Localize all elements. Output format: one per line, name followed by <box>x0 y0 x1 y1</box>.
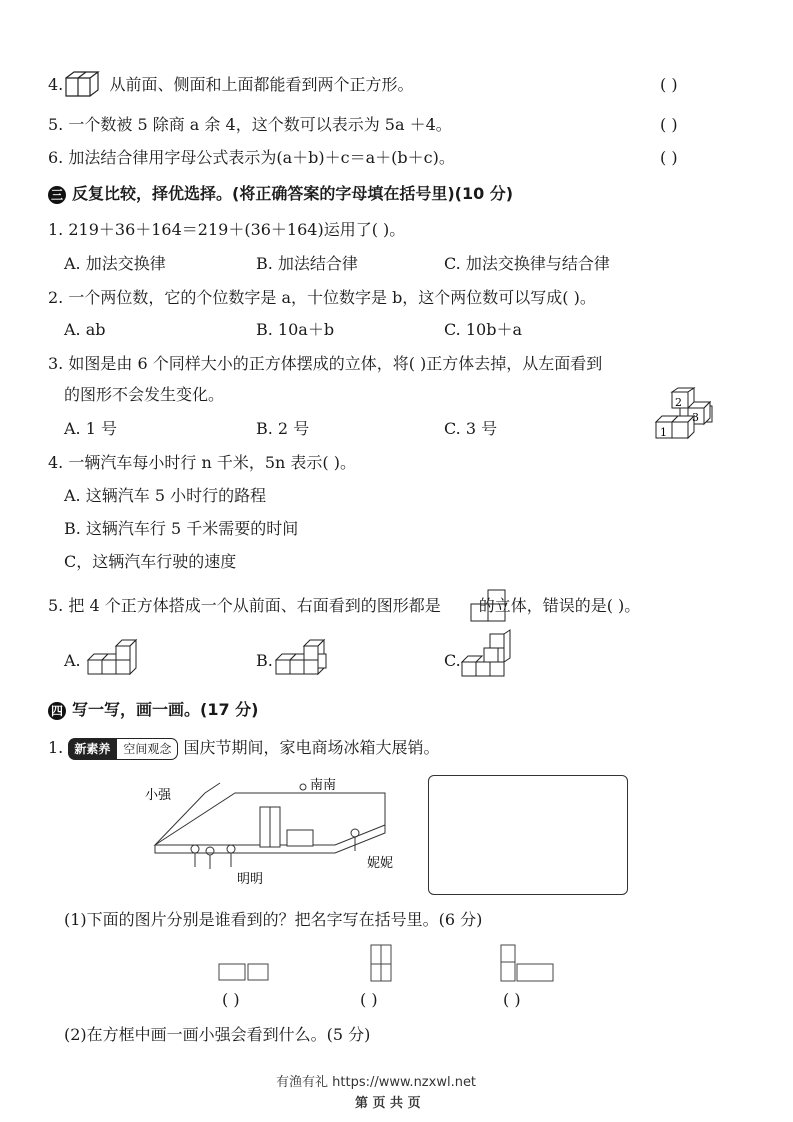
s3-q5-stem <box>48 596 640 616</box>
option-b-cubes <box>274 636 330 680</box>
answer-blank-3[interactable]: ( ) <box>503 990 521 1009</box>
s3-q3-option-b[interactable]: B. 2 号 <box>256 419 310 438</box>
section3-number: 三 <box>48 186 66 204</box>
name-nini: 妮妮 <box>367 856 394 871</box>
answer-blank-1[interactable]: ( ) <box>222 990 240 1009</box>
six-cubes-figure <box>650 386 720 440</box>
judge-q5-text: 一个数被 5 除商 a 余 4，这个数可以表示为 5a ＋4。 <box>68 115 452 134</box>
s3-q4-option-b[interactable]: B. 这辆汽车行 5 千米需要的时间 <box>64 519 299 538</box>
s3-q4-option-a[interactable]: A. 这辆汽车 5 小时行的路程 <box>64 486 267 505</box>
cube-label-2: 2 <box>675 396 682 409</box>
s3-q1-option-c[interactable]: C. 加法交换律与结合律 <box>444 254 610 273</box>
store-scene-illustration <box>145 775 405 895</box>
two-squares-figure <box>470 590 506 622</box>
drawing-box[interactable] <box>428 775 628 895</box>
judge-q5-paren[interactable]: ( ) <box>660 115 678 134</box>
s3-q2-option-a[interactable]: A. ab <box>64 320 106 339</box>
name-nannan: 南南 <box>310 778 337 793</box>
s3-q3-option-a[interactable]: A. 1 号 <box>64 419 117 438</box>
judge-q6-num: 6. <box>48 148 64 167</box>
section4-heading <box>48 700 258 720</box>
section4-number: 四 <box>48 702 66 720</box>
s3-q2-option-c[interactable]: C. 10b＋a <box>444 320 522 339</box>
s3-q3-option-c[interactable]: C. 3 号 <box>444 419 498 438</box>
s4-q1-header <box>48 738 440 760</box>
judge-q4 <box>48 75 413 95</box>
s3-q2-option-b[interactable]: B. 10a＋b <box>256 320 335 339</box>
judge-q6 <box>48 148 455 168</box>
judge-q4-num: 4. <box>48 75 64 94</box>
badge-new-literacy: 新素养 <box>68 738 116 760</box>
badge-spatial-concept: 空间观念 <box>116 738 178 760</box>
cube-label-1: 1 <box>660 426 667 439</box>
judge-q4-paren[interactable]: ( ) <box>660 75 678 94</box>
section3-title: 反复比较，择优选择。(将正确答案的字母填在括号里)(10 分) <box>72 184 514 203</box>
footer-watermark: 有渔有礼 https://www.nzxwl.net <box>276 1075 477 1090</box>
section3-heading <box>48 184 513 204</box>
judge-q6-paren[interactable]: ( ) <box>660 148 678 167</box>
s4-q1-num: 1. <box>48 738 64 757</box>
answer-blank-2[interactable]: ( ) <box>360 990 378 1009</box>
option-a-cubes <box>86 636 138 680</box>
cuboid-figure <box>64 70 100 98</box>
s4-q1-sub1: (1)下面的图片分别是谁看到的？把名字写在括号里。(6 分) <box>64 910 483 929</box>
cube-label-3: 3 <box>692 411 699 424</box>
s3-q2-stem: 2. 一个两位数，它的个位数字是 a，十位数字是 b，这个两位数可以写成( )。 <box>48 288 596 307</box>
judge-q5 <box>48 115 452 135</box>
s3-q5-option-a[interactable]: A. <box>64 651 81 670</box>
view-image-2 <box>370 944 394 984</box>
s3-q3-stem-line1: 3. 如图是由 6 个同样大小的正方体摆成的立体，将( )正方体去掉，从左面看到 <box>48 354 603 373</box>
s3-q5-option-b[interactable]: B. <box>256 651 273 670</box>
view-image-3 <box>500 944 556 984</box>
s3-q4-option-c[interactable]: C，这辆汽车行驶的速度 <box>64 552 237 571</box>
s3-q5-stem-after: 的立体，错误的是( )。 <box>478 596 641 615</box>
s3-q4-stem: 4. 一辆汽车每小时行 n 千米，5n 表示( )。 <box>48 453 356 472</box>
s3-q1-option-a[interactable]: A. 加法交换律 <box>64 254 166 273</box>
s3-q5-stem-before: 5. 把 4 个正方体搭成一个从前面、右面看到的图形都是 <box>48 596 441 615</box>
name-xiaoqiang: 小强 <box>145 788 172 803</box>
s3-q3-stem-line2: 的图形不会发生变化。 <box>64 385 225 404</box>
judge-q4-text: 从前面、侧面和上面都能看到两个正方形。 <box>109 75 414 94</box>
name-mingming: 明明 <box>237 872 264 887</box>
view-image-1 <box>218 962 270 982</box>
section4-title: 写一写，画一画。(17 分) <box>72 700 259 719</box>
s3-q5-option-c[interactable]: C. <box>444 651 461 670</box>
s3-q1-option-b[interactable]: B. 加法结合律 <box>256 254 358 273</box>
option-c-cubes <box>460 632 516 680</box>
footer-page-number: 第 页 共 页 <box>355 1096 421 1111</box>
s3-q1-stem: 1. 219＋36＋164＝219＋(36＋164)运用了( )。 <box>48 220 406 239</box>
judge-q6-text: 加法结合律用字母公式表示为(a＋b)＋c＝a＋(b＋c)。 <box>68 148 455 167</box>
s4-q1-text: 国庆节期间，家电商场冰箱大展销。 <box>183 738 440 757</box>
judge-q5-num: 5. <box>48 115 64 134</box>
s4-q1-sub2: (2)在方框中画一画小强会看到什么。(5 分) <box>64 1025 371 1044</box>
